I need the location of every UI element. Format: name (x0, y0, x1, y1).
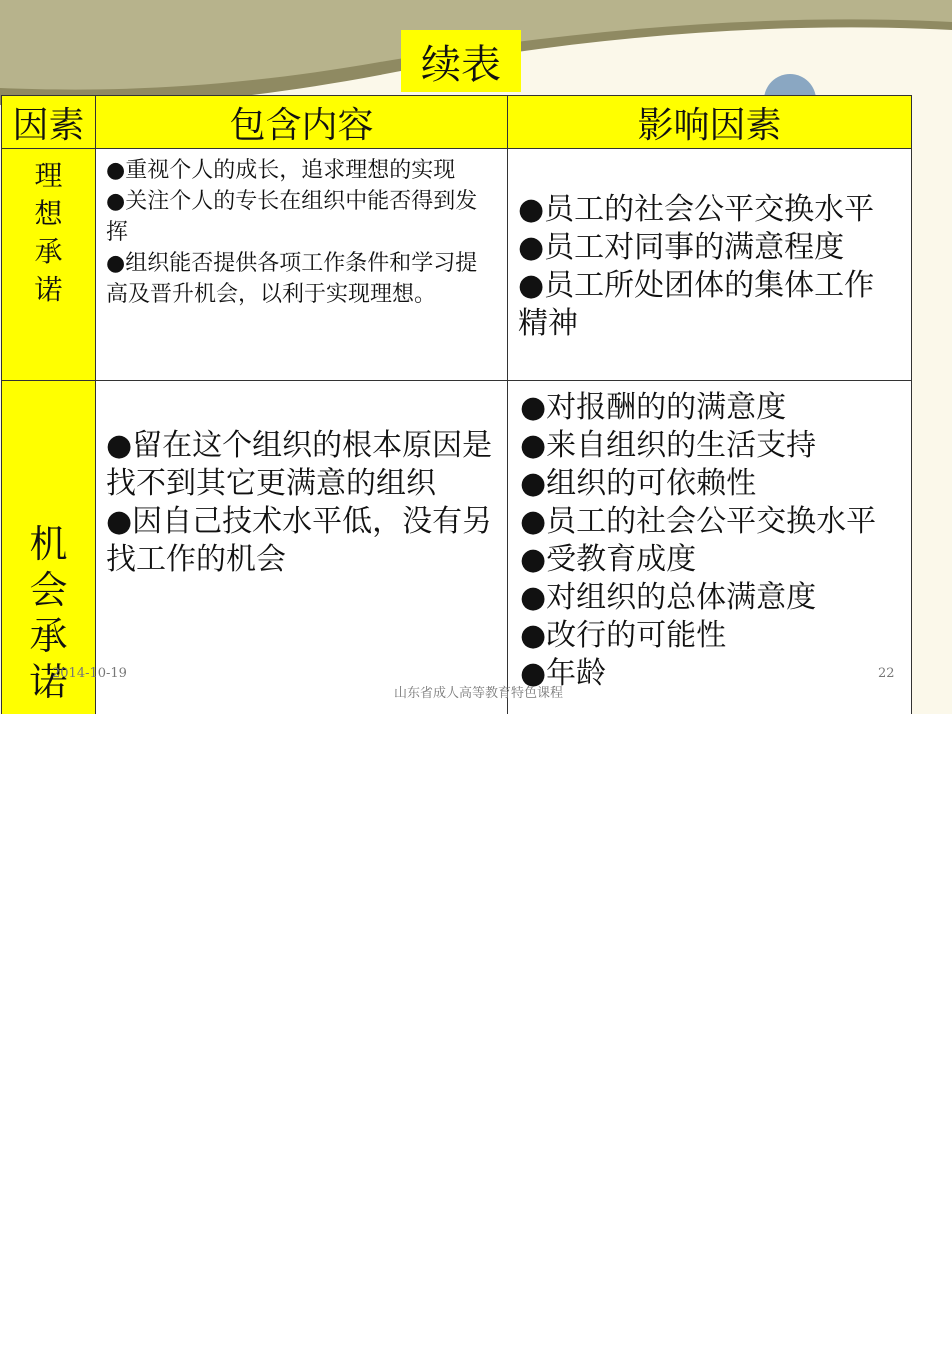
table-header-row (2, 96, 912, 149)
list-item: ●员工的社会公平交换水平 (520, 504, 877, 539)
factor-char: 承 (29, 614, 68, 658)
footer-course-name: 山东省成人高等教育特色课程 (394, 686, 564, 701)
factor-char: 想 (34, 197, 63, 230)
factor-char: 机 (29, 522, 68, 566)
factor-char: 诺 (29, 660, 68, 704)
content-cell (96, 381, 508, 715)
factor-cell (2, 381, 96, 715)
factor-char: 会 (29, 568, 68, 612)
content-table (1, 95, 912, 714)
list-item: ●组织能否提供各项工作条件和学习提高及晋升机会，以利于实现理想。 (106, 251, 478, 307)
page-title: 续表 (401, 30, 521, 92)
header-influence: 影响因素 (508, 96, 912, 149)
factor-char: 理 (34, 159, 63, 192)
list-item: ●对报酬的的满意度 (520, 390, 787, 425)
list-item: ●员工所处团体的集体工作精神 (518, 268, 875, 341)
content-cell (96, 149, 508, 381)
influence-cell (508, 149, 912, 381)
table-row (2, 381, 912, 715)
list-item: ●员工对同事的满意程度 (518, 230, 845, 265)
table-row (2, 149, 912, 381)
list-item: ●关注个人的专长在组织中能否得到发挥 (106, 189, 478, 245)
list-item: ●员工的社会公平交换水平 (518, 192, 875, 227)
factor-cell (2, 149, 96, 381)
header-content: 包含内容 (96, 96, 508, 149)
list-item: ●因自己技术水平低，没有另找工作的机会 (106, 504, 493, 577)
list-item: ●留在这个组织的根本原因是找不到其它更满意的组织 (106, 428, 493, 501)
influence-cell (508, 381, 912, 715)
factor-char: 承 (34, 235, 63, 268)
header-factor: 因素 (2, 96, 96, 149)
list-item: ●改行的可能性 (520, 618, 727, 653)
factor-char: 诺 (34, 273, 63, 306)
list-item: ●年龄 (520, 656, 607, 691)
footer-page-number: 22 (878, 666, 895, 681)
list-item: ●组织的可依赖性 (520, 466, 757, 501)
list-item: ●受教育成度 (520, 542, 697, 577)
list-item: ●对组织的总体满意度 (520, 580, 817, 615)
list-item: ●重视个人的成长，追求理想的实现 (106, 158, 456, 183)
footer-date: 2014-10-19 (52, 666, 127, 681)
list-item: ●来自组织的生活支持 (520, 428, 817, 463)
